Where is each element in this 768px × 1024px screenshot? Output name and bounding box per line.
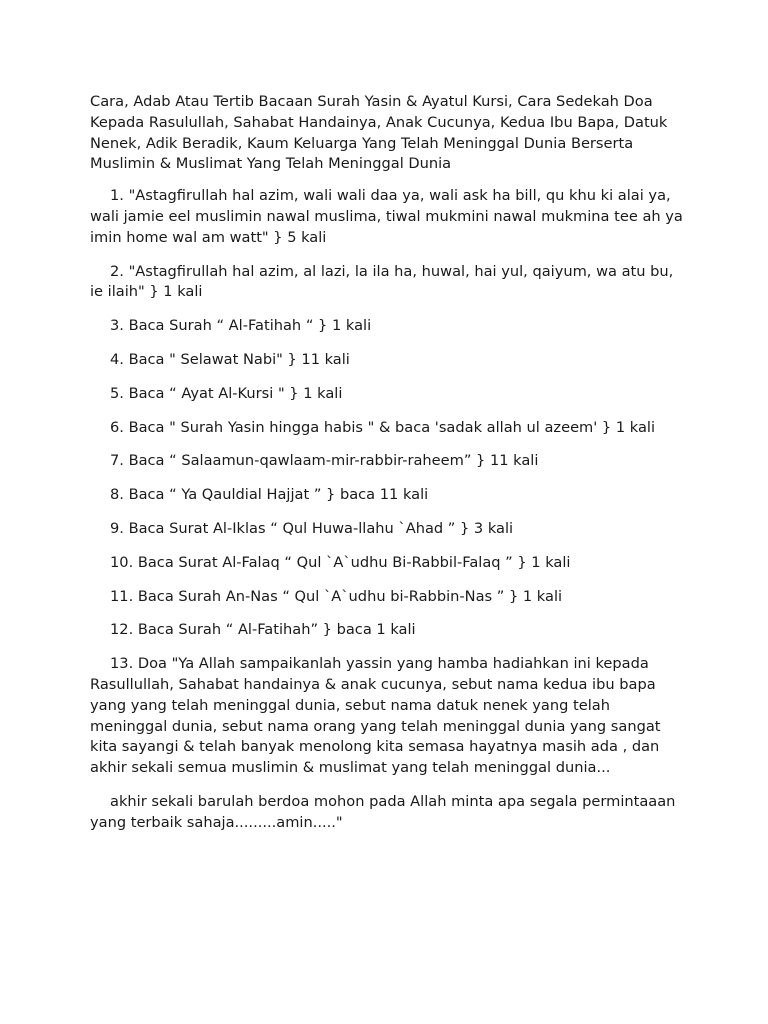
list-item-11: 11. Baca Surah An-Nas “ Qul `A`udhu bi-Rabbin-Nas ” } 1 kali	[110, 587, 563, 605]
list-item-7: 7. Baca “ Salaamun-qawlaam-mir-rabbir-raheem” } 11 kali	[110, 452, 539, 470]
list-item-1: 1. "Astagfirullah hal azim, wali wali daa ya, wali ask ha bill, qu khu ki alai ya, wali jamie eel muslimin nawal muslima, tiwal mukmini nawal mukmina tee ah ya imin home wal am watt" } 5 kali	[90, 187, 683, 246]
list-item-2: 2. "Astagfirullah hal azim, al lazi, la ila ha, huwal, hai yul, qaiyum, wa atu bu, ie ilaih" } 1 kali	[90, 262, 674, 301]
list-item-10: 10. Baca Surat Al-Falaq “ Qul `A`udhu Bi-Rabbil-Falaq ” } 1 kali	[110, 553, 571, 571]
list-item-3: 3. Baca Surah “ Al-Fatihah “ } 1 kali	[110, 317, 372, 335]
list-item-4: 4. Baca " Selawat Nabi" } 11 kali	[110, 350, 350, 368]
list-item-5: 5. Baca “ Ayat Al-Kursi " } 1 kali	[110, 384, 343, 402]
list-item-9: 9. Baca Surat Al-Iklas “ Qul Huwa-llahu `Ahad ” } 3 kali	[110, 519, 514, 537]
closing-paragraph: akhir sekali barulah berdoa mohon pada Allah minta apa segala permintaaan yang terbaik sahaja.........amin....."	[90, 792, 676, 831]
document-heading: Cara, Adab Atau Tertib Bacaan Surah Yasin & Ayatul Kursi, Cara Sedekah Doa Kepada Rasulullah, Sahabat Handainya, Anak Cucunya, Kedua Ibu Bapa, Datuk Nenek, Adik Beradik, Kaum Keluarga Yang Telah Meninggal Dunia Berserta Muslimin & Muslimat Yang Telah Meninggal Dunia	[90, 93, 668, 173]
document-page	[90, 92, 690, 834]
list-item-8: 8. Baca “ Ya Qauldial Hajjat ” } baca 11 kali	[110, 486, 429, 504]
list-item-6: 6. Baca " Surah Yasin hingga habis " & baca 'sadak allah ul azeem' } 1 kali	[110, 418, 656, 436]
list-item-12: 12. Baca Surah “ Al-Fatihah” } baca 1 kali	[110, 621, 416, 639]
list-item-13: 13. Doa "Ya Allah sampaikanlah yassin yang hamba hadiahkan ini kepada Rasullullah, Sahabat handainya & anak cucunya, sebut nama kedua ibu bapa yang yang telah meninggal dunia, sebut nama datuk nenek yang telah meninggal dunia, sebut nama orang yang telah meninggal dunia yang sangat kita sayangi & telah banyak menolong kita semasa hayatnya masih ada , dan akhir sekali semua muslimin & muslimat yang telah meninggal dunia...	[90, 655, 661, 777]
